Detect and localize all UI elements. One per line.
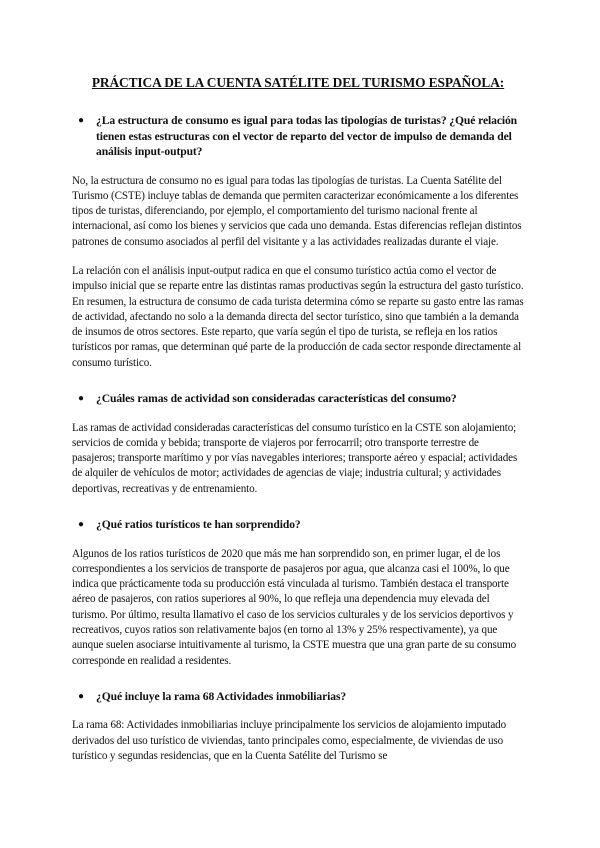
question-4 [72, 689, 524, 705]
answer-3-paragraph-1: Algunos de los ratios turísticos de 2020 que más me han sorprendido son, en primer lugar, el de los correspondientes a los servicios de transporte de pasajeros por agua, que alcanza casi el 100%, lo que indica que prácticamente toda su producción está vinculada al turismo. También destaca el transporte aéreo de pasajeros, con ratios superiores al 90%, lo que refleja una dependencia muy elevada del turismo. Por último, resulta llamativo el caso de los servicios culturales y de los servicios deportivos y recreativos, cuyos ratios son relativamente bajos (en torno al 13% y 25% respectivamente), ya que aunque suelen asociarse intuitivamente al turismo, la CSTE muestra que una gran parte de su consumo corresponde en realidad a residentes. [72, 547, 517, 667]
bullet-icon: ● [78, 690, 84, 702]
bullet-icon: ● [78, 115, 84, 126]
bullet-icon: ● [78, 393, 84, 405]
question-3-text: ¿Qué ratios turísticos te han sorprendido? [96, 518, 301, 532]
document-page [72, 74, 524, 764]
bullet-icon: ● [78, 519, 84, 531]
question-4-text: ¿Qué incluye la rama 68 Actividades inmobiliarias? [96, 689, 347, 703]
answer-1-paragraph-1: No, la estructura de consumo no es igual para todas las tipologías de turistas. La Cuenta Satélite del Turismo (CSTE) incluye tablas de demanda que permiten caracterizar económicamente a los diferentes tipos de turistas, diferenciando, por ejemplo, el comportamiento del turismo nacional frente al internacional, así como los bienes y servicios que cada uno demanda. Estas diferencias reflejan distintos patrones de consumo asociados al perfil del visitante y a las actividades realizadas durante el viaje. [72, 174, 522, 248]
answer-2-paragraph-1: Las ramas de actividad consideradas características del consumo turístico en la CSTE son alojamiento; servicios de comida y bebida; transporte de viajeros por ferrocarril; otro transporte terrestre de pasajeros; transporte marítimo y por vías navegables interiores; transporte aéreo y espacial; actividades de alquiler de vehículos de motor; actividades de agencias de viaje; industria cultural; y actividades deportivas, recreativas y de entrenamiento. [72, 421, 518, 495]
answer-1-paragraph-2: La relación con el análisis input-output radica en que el consumo turístico actúa como el vector de impulso inicial que se reparte entre las distintas ramas productivas según la estructura del gasto turístico. En resumen, la estructura de consumo de cada turista determina cómo se reparte su gasto entre las ramas de actividad, afectando no solo a la demanda directa del sector turístico, sino que también a la demanda de insumos de otros sectores. Este reparto, que varía según el tipo de turista, se refleja en los ratios turísticos por ramas, que determinan qué parte de la producción de cada sector responde directamente al consumo turístico. [72, 264, 524, 369]
question-2-text: ¿Cuáles ramas de actividad son consideradas características del consumo? [96, 392, 457, 406]
question-1 [72, 113, 524, 160]
answer-4-paragraph-1: La rama 68: Actividades inmobiliarias incluye principalmente los servicios de alojamiento imputado derivados del uso turístico de viviendas, tanto principales como, especialmente, de viviendas de uso turístico y segundas residencias, que en la Cuenta Satélite del Turismo se [72, 719, 507, 763]
question-3 [72, 517, 524, 533]
document-title: PRÁCTICA DE LA CUENTA SATÉLITE DEL TURISMO ESPAÑOLA: [91, 75, 505, 90]
question-1-text: ¿La estructura de consumo es igual para todas las tipologías de turistas? ¿Qué relación tienen estas estructuras con el vector de reparto del vector de impulso de demanda del análisis input-output? [96, 114, 518, 158]
question-2 [72, 391, 524, 407]
